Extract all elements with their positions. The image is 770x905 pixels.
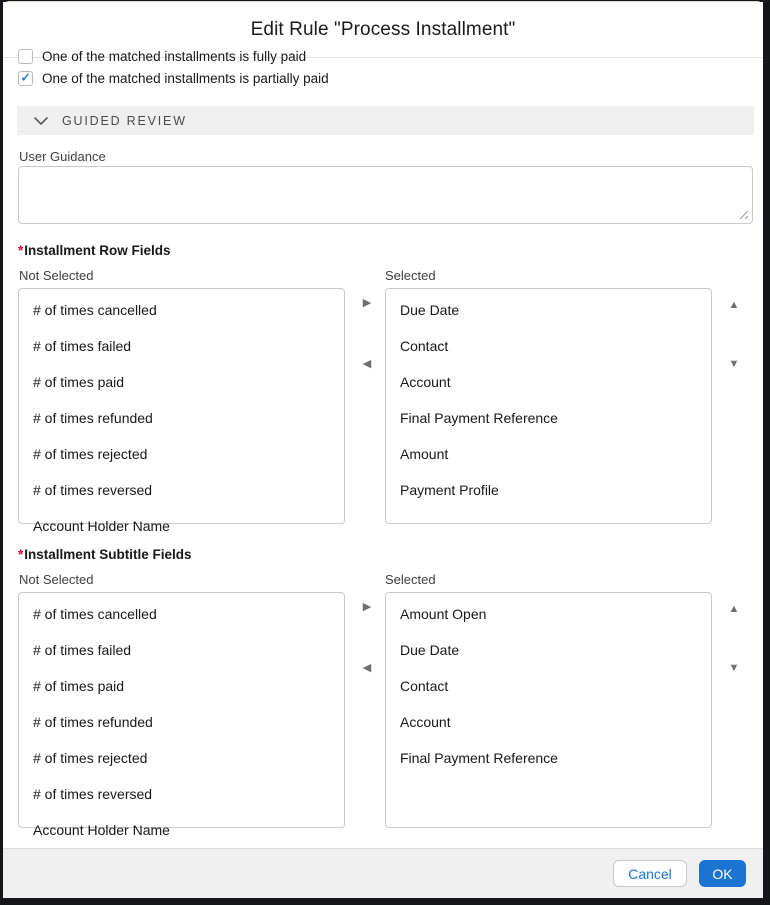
list-item[interactable]: Due Date <box>400 642 460 658</box>
move-to-not-selected-button[interactable] <box>358 356 376 372</box>
dialog-footer <box>3 848 763 898</box>
not-selected-label: Not Selected <box>19 572 94 587</box>
list-item[interactable]: Amount Open <box>400 606 487 622</box>
down-arrow-icon: ▼ <box>728 662 740 674</box>
list-item[interactable]: # of times refunded <box>33 714 153 730</box>
required-asterisk: * <box>18 243 24 258</box>
list-item[interactable]: Final Payment Reference <box>400 750 558 766</box>
list-item[interactable]: # of times cancelled <box>33 302 157 318</box>
checkbox-partially-paid[interactable] <box>18 71 33 86</box>
list-item[interactable]: Account Holder Name <box>33 518 170 534</box>
up-arrow-icon: ▲ <box>728 299 740 311</box>
list-item[interactable]: # of times paid <box>33 678 125 694</box>
list-item[interactable]: Account <box>400 714 451 730</box>
row-fields-selected-listbox[interactable] <box>385 288 712 524</box>
list-item[interactable]: Payment Profile <box>400 482 499 498</box>
list-item[interactable]: # of times failed <box>33 642 132 658</box>
list-item[interactable]: Amount <box>400 446 449 462</box>
user-guidance-textarea[interactable] <box>18 166 753 224</box>
list-item[interactable]: Account <box>400 374 451 390</box>
move-down-button[interactable] <box>725 356 743 372</box>
subtitle-fields-selected-listbox[interactable] <box>385 592 712 828</box>
list-item[interactable]: # of times refunded <box>33 410 153 426</box>
move-down-button[interactable] <box>725 660 743 676</box>
list-item[interactable]: Account Holder Name <box>33 822 170 838</box>
section-title: GUIDED REVIEW <box>62 113 187 128</box>
move-up-button[interactable] <box>725 297 743 313</box>
list-item[interactable]: Due Date <box>400 302 460 318</box>
clipped-checkbox-row <box>3 48 763 65</box>
right-arrow-icon: ▶ <box>362 601 372 613</box>
checkbox-label: One of the matched installments is fully paid <box>42 48 307 64</box>
left-arrow-icon: ◀ <box>362 358 372 370</box>
list-item[interactable]: Contact <box>400 678 449 694</box>
partially-paid-checkbox-row[interactable] <box>18 68 329 88</box>
list-item[interactable]: # of times failed <box>33 338 132 354</box>
cancel-button[interactable]: Cancel <box>613 860 687 887</box>
dialog-title: Edit Rule "Process Installment" <box>250 18 516 40</box>
down-arrow-icon: ▼ <box>728 358 740 370</box>
move-to-not-selected-button[interactable] <box>358 660 376 676</box>
subtitle-fields-not-selected-listbox[interactable] <box>18 592 345 838</box>
move-to-selected-button[interactable] <box>358 599 376 615</box>
selected-label: Selected <box>385 572 436 587</box>
move-to-selected-button[interactable] <box>358 295 376 311</box>
list-item[interactable]: Final Payment Reference <box>400 410 558 426</box>
field-label-installment-subtitle-fields: *Installment Subtitle Fields <box>18 547 192 562</box>
required-asterisk: * <box>18 547 24 562</box>
list-item[interactable]: # of times rejected <box>33 750 148 766</box>
guided-review-section-header[interactable] <box>17 106 754 135</box>
selected-label: Selected <box>385 268 436 283</box>
list-item[interactable]: # of times rejected <box>33 446 148 462</box>
not-selected-label: Not Selected <box>19 268 94 283</box>
field-label-installment-row-fields: *Installment Row Fields <box>18 243 171 258</box>
checkbox-fully-paid[interactable] <box>18 49 33 64</box>
move-up-button[interactable] <box>725 601 743 617</box>
list-item[interactable]: Contact <box>400 338 449 354</box>
list-item[interactable]: # of times cancelled <box>33 606 157 622</box>
list-item[interactable]: # of times reversed <box>33 786 153 802</box>
ok-button[interactable]: OK <box>699 860 746 887</box>
list-item[interactable]: # of times paid <box>33 374 125 390</box>
edit-rule-dialog <box>3 1 763 897</box>
row-fields-not-selected-listbox[interactable] <box>18 288 345 534</box>
checkbox-label: One of the matched installments is partially paid <box>42 70 329 86</box>
right-arrow-icon: ▶ <box>362 297 372 309</box>
chevron-down-icon <box>34 117 48 125</box>
list-item[interactable]: # of times reversed <box>33 482 153 498</box>
left-arrow-icon: ◀ <box>362 662 372 674</box>
checkmark-icon: ✓ <box>20 70 31 85</box>
up-arrow-icon: ▲ <box>728 603 740 615</box>
user-guidance-label: User Guidance <box>19 149 106 164</box>
